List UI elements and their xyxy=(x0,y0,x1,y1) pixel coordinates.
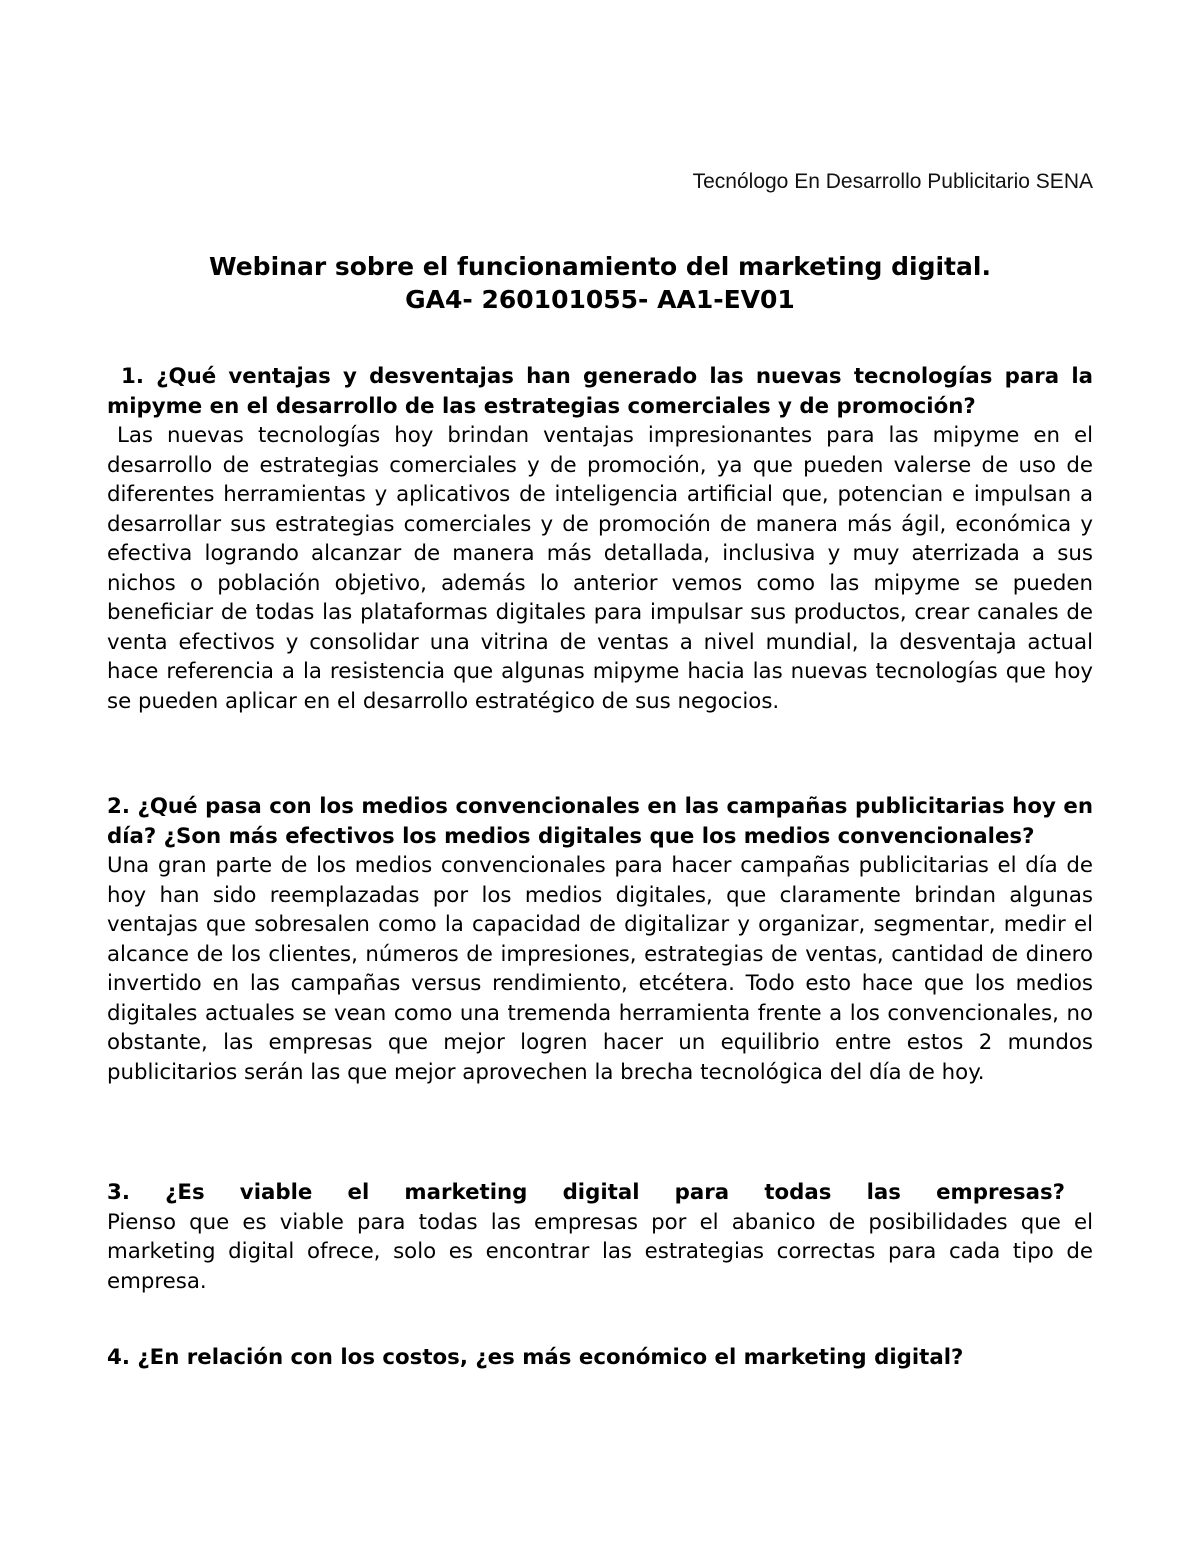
program-header: Tecnólogo En Desarrollo Publicitario SENA xyxy=(692,170,1093,193)
question-2: 2. ¿Qué pasa con los medios convencionales en las campañas publicitarias hoy en día? ¿Son más efectivos los medios digitales que los medios convencionales? xyxy=(107,794,1093,849)
question-4: 4. ¿En relación con los costos, ¿es más económico el marketing digital? xyxy=(107,1345,964,1370)
title-line-2: GA4- 260101055- AA1-EV01 xyxy=(405,285,795,314)
question-3: 3. ¿Es viable el marketing digital para todas las empresas? xyxy=(107,1180,1065,1205)
answer-3: Pienso que es viable para todas las empresas por el abanico de posibilidades que el marketing digital ofrece, solo es encontrar las estrategias correctas para cada tipo de empresa. xyxy=(107,1209,1093,1294)
title-line-1: Webinar sobre el funcionamiento del marketing digital. xyxy=(209,252,991,281)
answer-2: Una gran parte de los medios convencionales para hacer campañas publicitarias el día de hoy han sido reemplazadas por los medios digitales, que claramente brindan algunas ventajas que sobresalen como la capacidad de digitalizar y organizar, segmentar, medir el alcance de los clientes, números de impresiones, estrategias de ventas, cantidad de dinero invertido en las campañas versus rendimiento, etcétera. Todo esto hace que los medios digitales actuales se vean como una tremenda herramienta frente a los convencionales, no obstante, las empresas que mejor logren hacer un equilibrio entre estos 2 mundos publicitarios serán las que mejor aprovechen la brecha tecnológica del día de hoy. xyxy=(107,853,1093,1085)
question-1: 1. ¿Qué ventajas y desventajas han generado las nuevas tecnologías para la mipyme en el desarrollo de las estrategias comerciales y de promoción? xyxy=(107,364,1093,419)
document-title xyxy=(107,250,1093,316)
question-block-3 xyxy=(107,1178,1093,1296)
question-block-4 xyxy=(107,1343,1093,1373)
question-block-1 xyxy=(107,362,1093,716)
question-block-2 xyxy=(107,792,1093,1087)
answer-1: Las nuevas tecnologías hoy brindan ventajas impresionantes para las mipyme en el desarrollo de estrategias comerciales y de promoción, ya que pueden valerse de uso de diferentes herramientas y aplicativos de inteligencia artificial que, potencian e impulsan a desarrollar sus estrategias comerciales y de promoción de manera más ágil, económica y efectiva logrando alcanzar de manera más detallada, inclusiva y muy aterrizada a sus nichos o población objetivo, además lo anterior vemos como las mipyme se pueden beneficiar de todas las plataformas digitales para impulsar sus productos, crear canales de venta efectivos y consolidar una vitrina de ventas a nivel mundial, la desventaja actual hace referencia a la resistencia que algunas mipyme hacia las nuevas tecnologías que hoy se pueden aplicar en el desarrollo estratégico de sus negocios. xyxy=(107,423,1093,714)
